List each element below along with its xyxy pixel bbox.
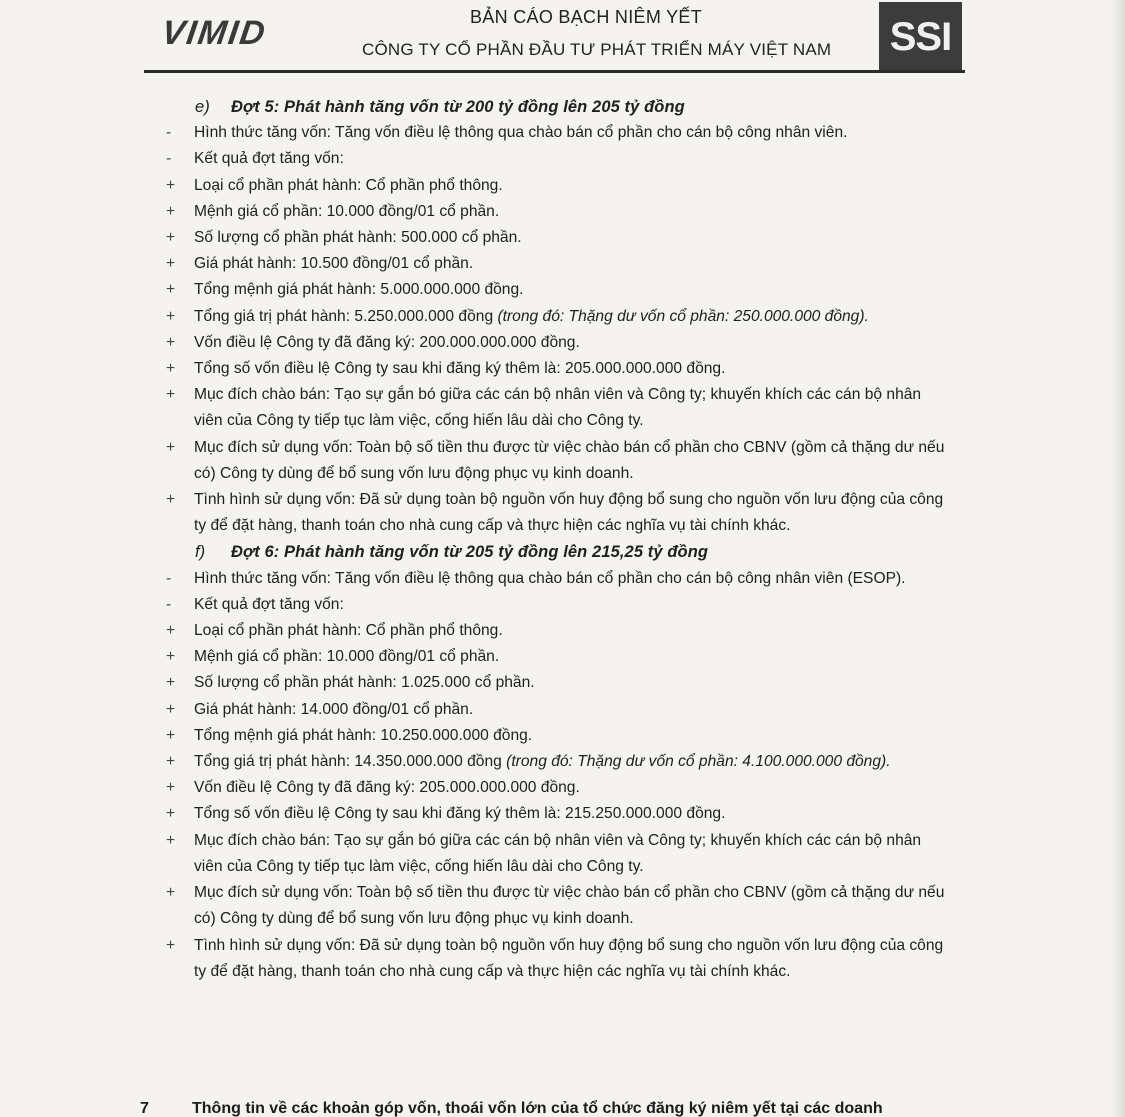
header-rule xyxy=(144,70,965,73)
item-text xyxy=(194,124,847,141)
item-text xyxy=(194,334,580,351)
list-item xyxy=(160,304,950,330)
item-main-text: Tổng mệnh giá phát hành: 10.250.000.000 đồng. xyxy=(194,726,533,744)
item-main-text: Vốn điều lệ Công ty đã đăng ký: 205.000.000.000 đồng. xyxy=(194,779,580,797)
item-main-text: Mục đích chào bán: Tạo sự gắn bó giữa các cán bộ nhân viên và Công ty; khuyến khích các cán bộ nhân viên của Công ty tiếp tục làm việc, cống hiến lâu dài cho Công ty. xyxy=(194,831,922,875)
item-text xyxy=(194,203,499,220)
list-item xyxy=(160,775,950,801)
list-item xyxy=(160,356,950,382)
list-item xyxy=(160,697,950,723)
bullet-marker: + xyxy=(166,176,176,194)
list-item xyxy=(160,670,950,696)
list-item xyxy=(160,120,950,146)
bullet-marker: + xyxy=(166,753,176,771)
item-main-text: Tổng giá trị phát hành: 14.350.000.000 đồng xyxy=(194,753,507,771)
section-number: 7 xyxy=(140,1100,149,1117)
item-main-text: Mục đích chào bán: Tạo sự gắn bó giữa các cán bộ nhân viên và Công ty; khuyến khích các cán bộ nhân viên của Công ty tiếp tục làm việc, cống hiến lâu dài cho Công ty. xyxy=(194,386,922,430)
list-item xyxy=(160,435,950,487)
item-main-text: Tình hình sử dụng vốn: Đã sử dụng toàn bộ nguồn vốn huy động bổ sung cho nguồn vốn lưu động của công ty để đặt hàng, thanh toán cho nhà cung cấp và thực hiện các nghĩa vụ tài chính khác. xyxy=(194,936,944,980)
list-item xyxy=(160,749,950,775)
section-letter: e) xyxy=(195,98,210,116)
item-main-text: Loại cổ phần phát hành: Cổ phần phổ thông. xyxy=(194,622,503,640)
list-item xyxy=(160,618,950,644)
bullet-marker: + xyxy=(166,805,176,823)
section-title: Đợt 5: Phát hành tăng vốn từ 200 tỷ đồng lên 205 tỷ đồng xyxy=(231,98,685,116)
item-text xyxy=(194,805,725,822)
bullet-marker: - xyxy=(166,124,172,142)
item-text xyxy=(194,832,921,875)
bullet-marker: + xyxy=(166,438,176,456)
bullet-marker: + xyxy=(166,700,176,718)
item-text xyxy=(194,360,725,377)
item-main-text: Tình hình sử dụng vốn: Đã sử dụng toàn bộ nguồn vốn huy động bổ sung cho nguồn vốn lưu động của công ty để đặt hàng, thanh toán cho nhà cung cấp và thực hiện các nghĩa vụ tài chính khác. xyxy=(194,491,944,535)
item-text xyxy=(194,570,906,587)
item-text xyxy=(194,177,503,194)
document-body xyxy=(160,94,950,985)
list-item xyxy=(160,251,950,277)
list-item xyxy=(160,723,950,749)
list-item xyxy=(160,592,950,618)
item-text xyxy=(194,150,344,167)
item-text xyxy=(194,779,580,796)
bullet-marker: - xyxy=(166,595,172,613)
item-text xyxy=(194,255,473,272)
list-item xyxy=(160,644,950,670)
list-item xyxy=(160,801,950,827)
item-text xyxy=(194,937,943,980)
item-text xyxy=(194,596,344,613)
list-item xyxy=(160,880,950,932)
item-main-text: Số lượng cổ phần phát hành: 500.000 cổ phần. xyxy=(194,229,522,247)
bullet-marker: + xyxy=(166,360,176,378)
item-main-text: Loại cổ phần phát hành: Cổ phần phổ thông. xyxy=(194,176,503,194)
item-main-text: Mục đích sử dụng vốn: Toàn bộ số tiền thu được từ việc chào bán cổ phần cho CBNV (gồm cả thặng dư nếu có) Công ty dùng để bổ sung vốn lưu động phục vụ kinh doanh. xyxy=(194,884,945,928)
document-title: BẢN CÁO BẠCH NIÊM YẾT xyxy=(470,7,703,27)
list-item xyxy=(160,330,950,356)
bullet-marker: + xyxy=(166,307,176,325)
bullet-marker: + xyxy=(166,202,176,220)
list-item xyxy=(160,199,950,225)
bullet-marker: + xyxy=(166,333,176,351)
section-heading xyxy=(160,539,950,565)
item-main-text: Giá phát hành: 10.500 đồng/01 cổ phần. xyxy=(194,255,474,273)
item-main-text: Mệnh giá cổ phần: 10.000 đồng/01 cổ phần. xyxy=(194,648,500,666)
list-item xyxy=(160,566,950,592)
company-name: CÔNG TY CỔ PHẦN ĐẦU TƯ PHÁT TRIỂN MÁY VIỆT NAM xyxy=(362,40,832,59)
section-heading xyxy=(160,94,950,120)
bullet-marker: + xyxy=(166,726,176,744)
list-item xyxy=(160,933,950,985)
section-title: Thông tin về các khoản góp vốn, thoái vốn lớn của tổ chức đăng ký niêm yết tại các doanh xyxy=(192,1100,883,1117)
bullet-marker: - xyxy=(166,569,172,587)
bullet-marker: + xyxy=(166,648,176,666)
ssi-logo-badge: SSI xyxy=(879,2,962,72)
item-text xyxy=(194,674,535,691)
item-text xyxy=(194,229,522,246)
item-main-text: Kết quả đợt tăng vốn: xyxy=(194,150,344,168)
list-item xyxy=(160,146,950,172)
item-text xyxy=(194,439,944,482)
bullet-marker: + xyxy=(166,884,176,902)
bullet-marker: + xyxy=(166,936,176,954)
item-text xyxy=(194,648,499,665)
item-text xyxy=(194,281,523,298)
item-main-text: Vốn điều lệ Công ty đã đăng ký: 200.000.000.000 đồng. xyxy=(194,333,580,351)
list-item xyxy=(160,173,950,199)
item-text xyxy=(194,753,891,770)
item-main-text: Tổng số vốn điều lệ Công ty sau khi đăng ký thêm là: 215.250.000.000 đồng. xyxy=(194,805,726,823)
item-text xyxy=(194,701,473,718)
section-7-heading xyxy=(140,1100,883,1117)
page-edge-shadow xyxy=(1111,0,1125,1117)
item-text xyxy=(194,386,921,429)
bullet-marker: - xyxy=(166,150,172,168)
item-main-text: Số lượng cổ phần phát hành: 1.025.000 cổ phần. xyxy=(194,674,535,692)
vimid-logo: VIMID xyxy=(159,14,270,52)
list-item xyxy=(160,828,950,880)
list-item xyxy=(160,382,950,434)
item-text xyxy=(194,884,944,927)
item-main-text: Kết quả đợt tăng vốn: xyxy=(194,595,344,613)
bullet-marker: + xyxy=(166,491,176,509)
item-text xyxy=(194,727,532,744)
bullet-marker: + xyxy=(166,229,176,247)
item-main-text: Mục đích sử dụng vốn: Toàn bộ số tiền thu được từ việc chào bán cổ phần cho CBNV (gồm cả thặng dư nếu có) Công ty dùng để bổ sung vốn lưu động phục vụ kinh doanh. xyxy=(194,438,945,482)
bullet-marker: + xyxy=(166,779,176,797)
item-text xyxy=(194,308,869,325)
bullet-marker: + xyxy=(166,386,176,404)
bullet-marker: + xyxy=(166,622,176,640)
item-main-text: Tổng mệnh giá phát hành: 5.000.000.000 đồng. xyxy=(194,281,524,299)
bullet-marker: + xyxy=(166,674,176,692)
item-italic-note: (trong đó: Thặng dư vốn cổ phần: 4.100.000.000 đồng). xyxy=(506,753,891,771)
item-main-text: Hình thức tăng vốn: Tăng vốn điều lệ thông qua chào bán cổ phần cho cán bộ công nhân viên (ESOP). xyxy=(194,569,906,587)
bullet-marker: + xyxy=(166,281,176,299)
item-main-text: Tổng giá trị phát hành: 5.250.000.000 đồng xyxy=(194,307,498,325)
section-title: Đợt 6: Phát hành tăng vốn từ 205 tỷ đồng lên 215,25 tỷ đồng xyxy=(231,543,709,562)
item-main-text: Giá phát hành: 14.000 đồng/01 cổ phần. xyxy=(194,700,474,718)
bullet-marker: + xyxy=(166,831,176,849)
list-item xyxy=(160,277,950,303)
bullet-marker: + xyxy=(166,255,176,273)
item-text xyxy=(194,622,503,639)
item-main-text: Tổng số vốn điều lệ Công ty sau khi đăng ký thêm là: 205.000.000.000 đồng. xyxy=(194,360,726,378)
item-main-text: Mệnh giá cổ phần: 10.000 đồng/01 cổ phần. xyxy=(194,202,500,220)
list-item xyxy=(160,487,950,539)
item-italic-note: (trong đó: Thặng dư vốn cổ phần: 250.000.000 đồng). xyxy=(497,307,869,325)
item-text xyxy=(194,491,943,534)
list-item xyxy=(160,225,950,251)
section-letter: f) xyxy=(195,543,206,562)
item-main-text: Hình thức tăng vốn: Tăng vốn điều lệ thông qua chào bán cổ phần cho cán bộ công nhân viên. xyxy=(194,124,848,142)
